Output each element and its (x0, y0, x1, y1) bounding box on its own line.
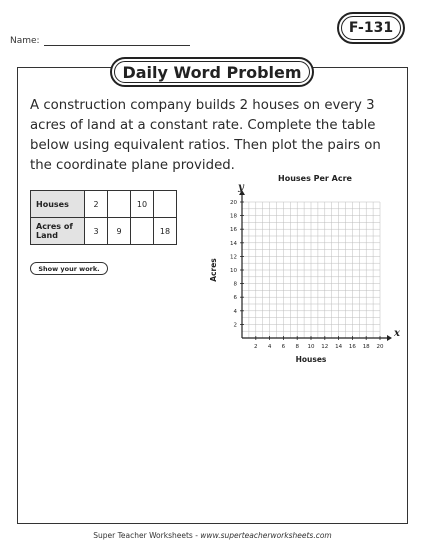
table-cell[interactable]: 3 (85, 218, 108, 245)
x-tick-label: 2 (254, 344, 258, 350)
chart-title: Houses Per Acre (278, 174, 352, 183)
y-tick-label: 20 (230, 200, 237, 206)
table-cell[interactable]: 9 (108, 218, 131, 245)
footer (0, 531, 425, 540)
name-label: Name: (10, 36, 40, 46)
y-tick-label: 2 (233, 322, 237, 329)
table-cell[interactable]: 2 (85, 191, 108, 218)
table-cell[interactable] (131, 218, 154, 245)
x-tick-label: 20 (376, 344, 384, 350)
x-axis-arrow (387, 335, 392, 341)
y-tick-label: 10 (230, 268, 237, 274)
y-tick-label: 18 (230, 213, 237, 220)
x-axis-letter: x (394, 328, 400, 339)
x-tick-label: 12 (321, 344, 329, 350)
x-tick-label: 4 (267, 344, 272, 350)
y-tick-label: 4 (233, 308, 237, 315)
y-axis-label: Acres (209, 258, 218, 282)
name-line[interactable] (44, 45, 190, 46)
table-cell[interactable]: 18 (154, 218, 177, 245)
y-tick-label: 12 (230, 254, 237, 261)
y-tick-label: 14 (230, 240, 237, 247)
worksheet-code: F-131 (341, 16, 401, 40)
x-axis-label: Houses (295, 355, 327, 364)
y-tick-label: 8 (233, 281, 237, 288)
table-cell[interactable] (108, 191, 131, 218)
x-tick-label: 14 (335, 344, 343, 350)
x-tick-label: 18 (362, 344, 370, 350)
coordinate-plane[interactable] (200, 178, 400, 378)
footer-url[interactable]: www.superteacherworksheets.com (200, 531, 332, 540)
x-tick-label: 6 (281, 344, 286, 350)
worksheet-code-badge (337, 12, 405, 44)
page-title: Daily Word Problem (114, 61, 310, 83)
y-tick-label: 6 (233, 295, 237, 302)
show-work-label: Show your work. (30, 262, 108, 275)
name-field[interactable] (10, 36, 190, 46)
table-cell[interactable]: 10 (131, 191, 154, 218)
x-tick-label: 10 (307, 344, 315, 350)
problem-text: A construction company builds 2 houses on every 3 acres of land at a constant rate. Complete the table below using equivalent ratios. Then plot the pairs on the coordinate plane provided. (30, 98, 381, 173)
row-label-acres: Acres of Land (31, 218, 85, 245)
title-badge (110, 57, 314, 87)
x-tick-label: 16 (348, 344, 356, 350)
table-cell[interactable] (154, 191, 177, 218)
ratio-table (30, 190, 177, 245)
row-label-houses: Houses (31, 191, 85, 218)
y-axis-letter: y (238, 182, 244, 193)
footer-prefix: Super Teacher Worksheets - (93, 531, 201, 540)
y-tick-label: 16 (230, 227, 237, 234)
table-row (31, 218, 177, 245)
x-tick-label: 8 (295, 344, 299, 350)
table-row (31, 191, 177, 218)
